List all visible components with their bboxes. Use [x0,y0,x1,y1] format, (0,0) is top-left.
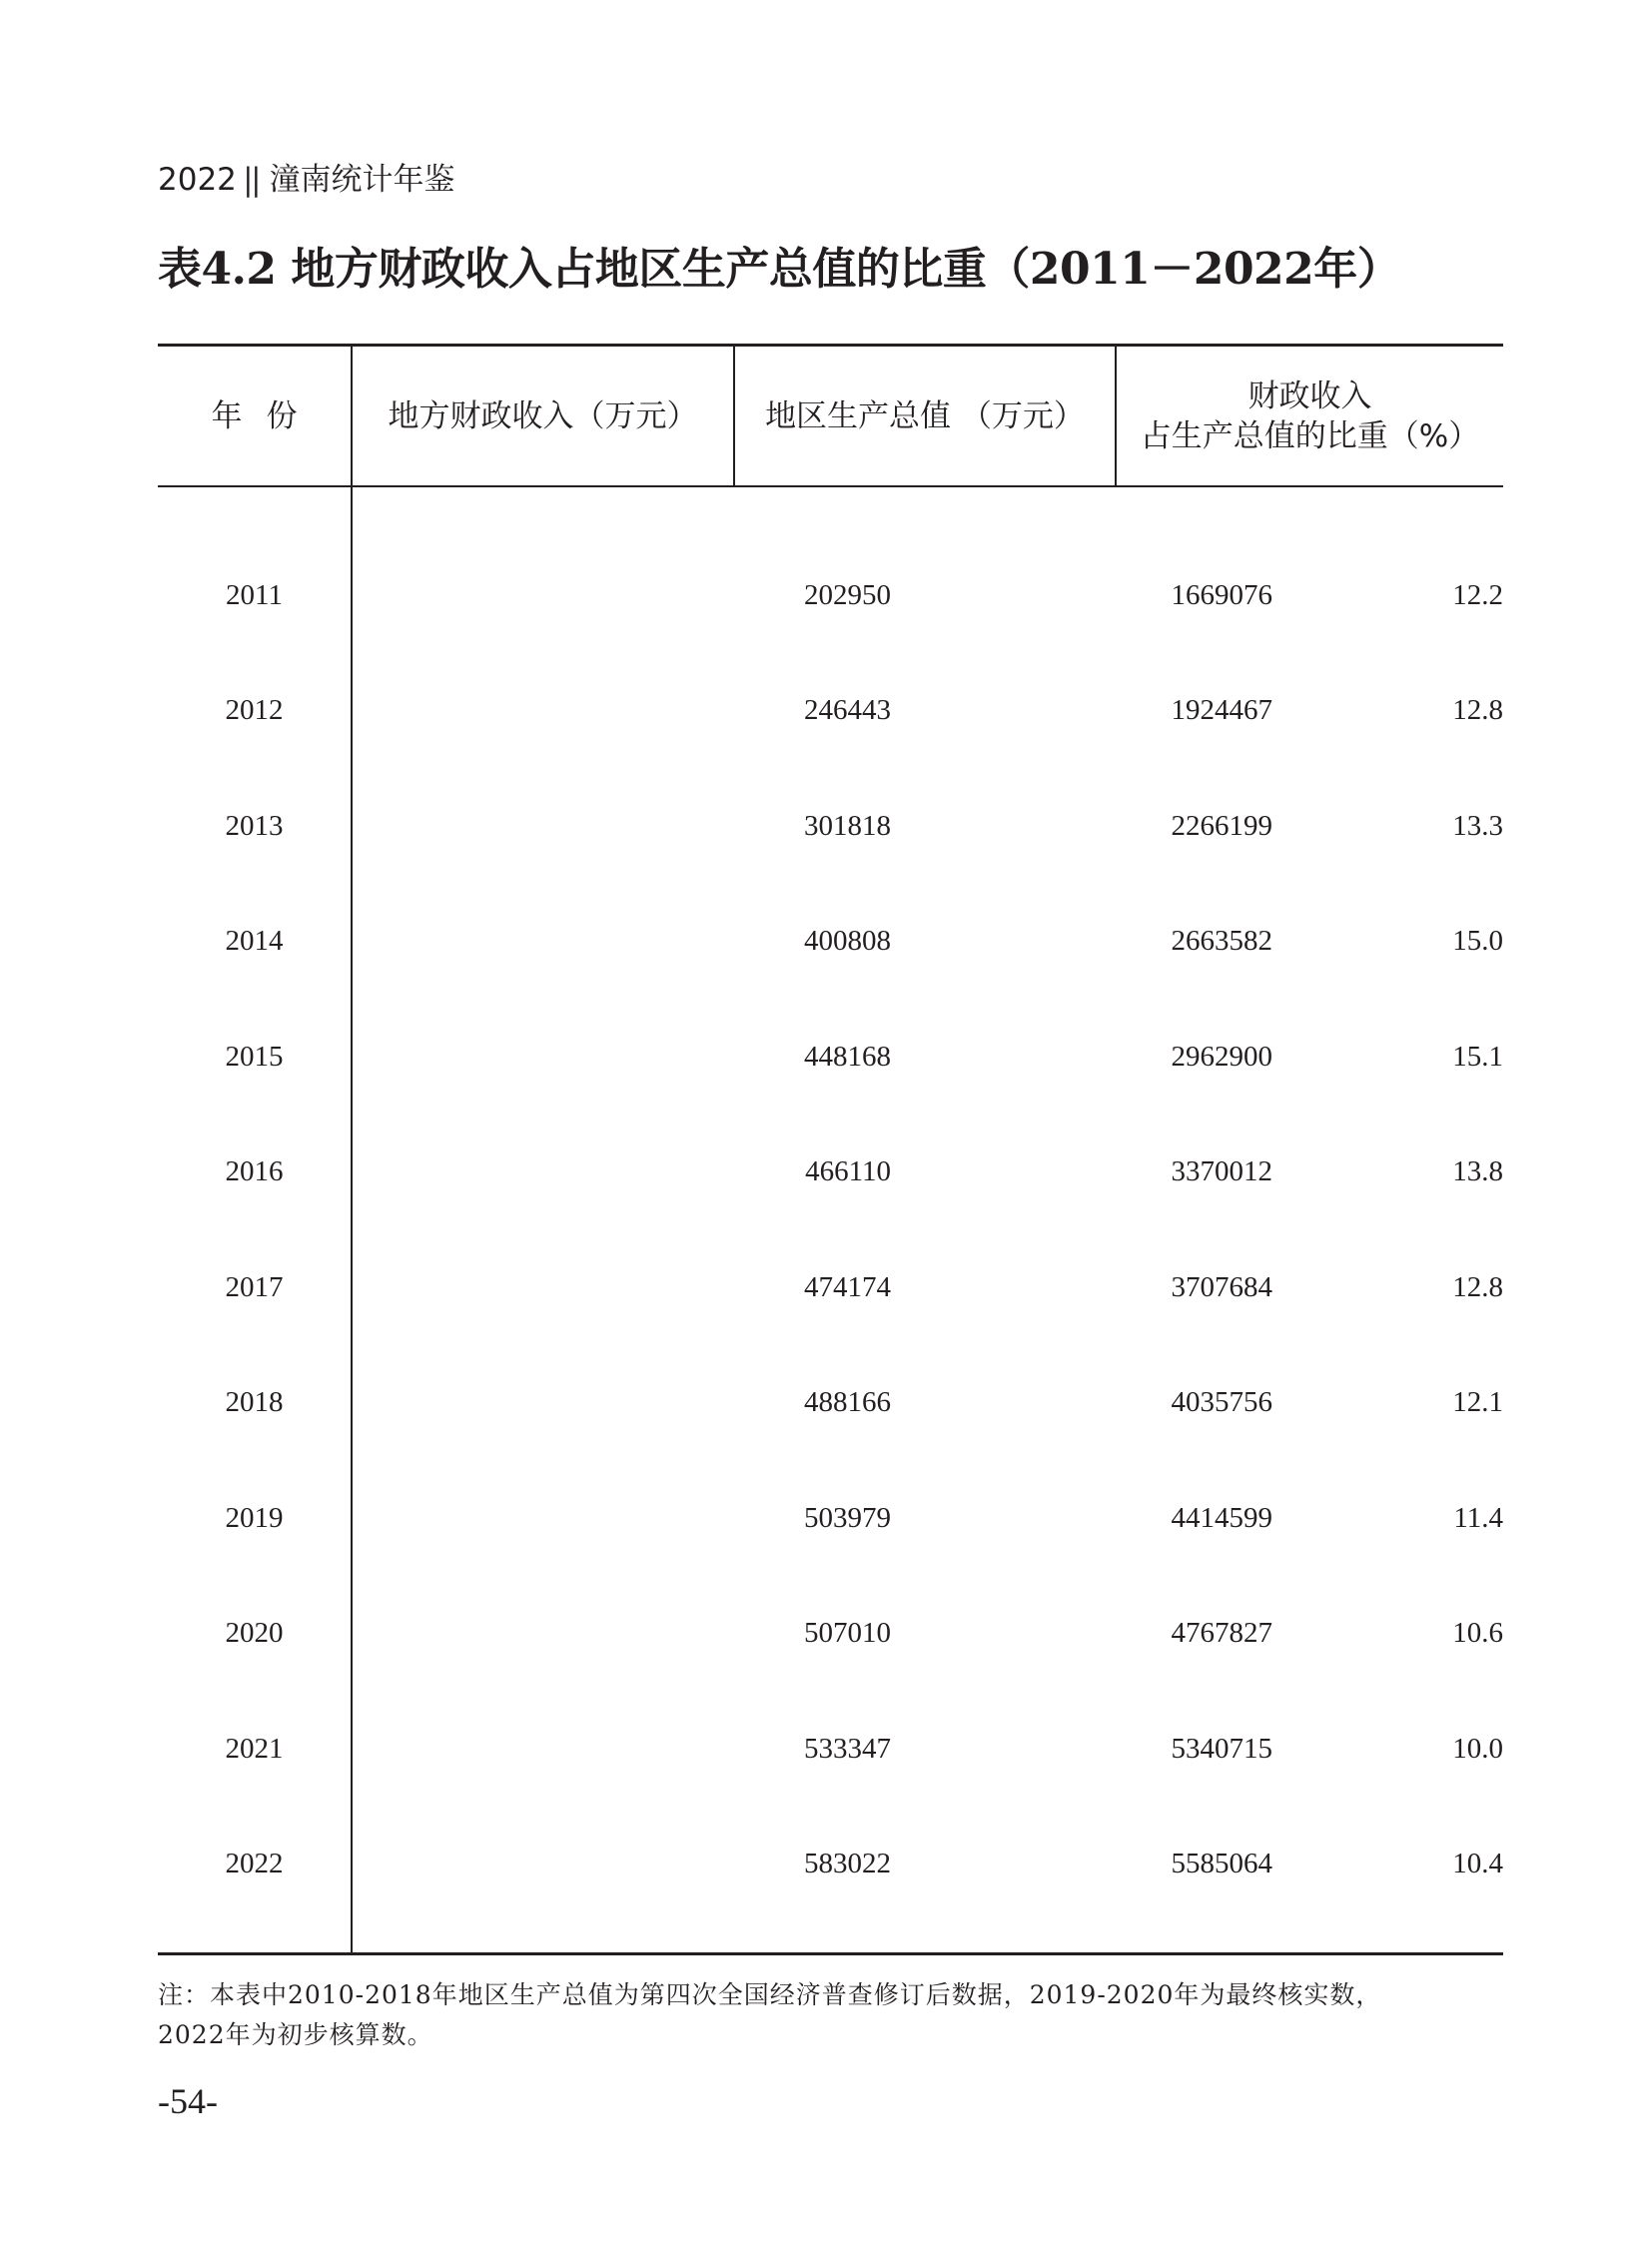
cell-fiscal-revenue: 246443 [804,694,891,726]
cell-ratio: 15.0 [1452,925,1503,957]
cell-gdp: 4414599 [1171,1502,1272,1534]
table-header-rule [158,485,1503,487]
cell-fiscal-revenue: 202950 [804,579,891,611]
cell-year: 2014 [225,925,284,957]
cell-year: 2020 [225,1617,284,1649]
table-row [158,1844,1503,1883]
cell-gdp: 1669076 [1171,579,1272,611]
table-row [158,690,1503,730]
running-head [158,160,455,200]
cell-year: 2011 [226,579,283,611]
cell-year: 2017 [225,1271,284,1303]
cell-year: 2016 [225,1155,284,1187]
footnote-line1: 注：本表中2010-2018年地区生产总值为第四次全国经济普查修订后数据，2019-2020年为最终核实数， [158,1980,1382,2009]
header-ratio-line1: 财政收入 [1247,377,1372,414]
table-bottom-rule [158,1952,1503,1955]
cell-year: 2015 [225,1041,284,1073]
cell-fiscal-revenue: 466110 [805,1155,891,1187]
cell-fiscal-revenue: 448168 [804,1041,891,1073]
table-row [158,921,1503,961]
cell-gdp: 5585064 [1171,1848,1272,1879]
cell-fiscal-revenue: 507010 [804,1617,891,1649]
cell-ratio: 10.6 [1452,1617,1503,1649]
header-fiscal-revenue: 地方财政收入（万元） [388,397,698,434]
header-ratio [1117,347,1503,485]
table-row [158,1382,1503,1422]
cell-year: 2012 [225,694,284,726]
cell-gdp: 3370012 [1171,1155,1272,1187]
running-head-separator: || [244,162,261,198]
cell-ratio: 11.4 [1453,1502,1503,1534]
cell-ratio: 12.8 [1452,694,1503,726]
header-year: 年份 [211,397,322,434]
table-row [158,1267,1503,1307]
cell-gdp: 4767827 [1171,1617,1272,1649]
cell-gdp: 1924467 [1171,694,1272,726]
page-number: -54- [158,2081,218,2121]
cell-fiscal-revenue: 503979 [804,1502,891,1534]
cell-year: 2019 [225,1502,284,1534]
table-row [158,575,1503,615]
table-row [158,1613,1503,1653]
cell-ratio: 10.4 [1452,1848,1503,1879]
cell-year: 2018 [225,1386,284,1418]
cell-year: 2022 [225,1848,284,1879]
cell-year: 2013 [225,810,284,842]
cell-fiscal-revenue: 533347 [804,1733,891,1765]
table-title: 表4.2 地方财政收入占地区生产总值的比重（2011－2022年） [158,244,1401,295]
cell-ratio: 10.0 [1452,1733,1503,1765]
footnote-line2: 2022年为初步核算数。 [158,2020,433,2049]
cell-fiscal-revenue: 301818 [804,810,891,842]
cell-ratio: 13.3 [1452,810,1503,842]
cell-year: 2021 [225,1733,284,1765]
table-row [158,1037,1503,1077]
cell-gdp: 5340715 [1171,1733,1272,1765]
table-row [158,1498,1503,1538]
table-row [158,806,1503,846]
cell-fiscal-revenue: 583022 [804,1848,891,1879]
cell-fiscal-revenue: 488166 [804,1386,891,1418]
cell-gdp: 2962900 [1171,1041,1272,1073]
cell-ratio: 13.8 [1452,1155,1503,1187]
running-head-year: 2022 [158,162,237,198]
cell-fiscal-revenue: 474174 [804,1271,891,1303]
table-row [158,1729,1503,1769]
cell-ratio: 15.1 [1452,1041,1503,1073]
cell-ratio: 12.8 [1452,1271,1503,1303]
cell-ratio: 12.2 [1452,579,1503,611]
table-row [158,1151,1503,1191]
table-footnote [158,1975,1516,2055]
header-gdp: 地区生产总值 （万元） [765,397,1085,434]
cell-ratio: 12.1 [1452,1386,1503,1418]
cell-gdp: 3707684 [1171,1271,1272,1303]
cell-gdp: 2266199 [1171,810,1272,842]
cell-gdp: 4035756 [1171,1386,1272,1418]
cell-fiscal-revenue: 400808 [804,925,891,957]
header-ratio-line2: 占生产总值的比重（%） [1140,417,1480,454]
cell-gdp: 2663582 [1171,925,1272,957]
running-head-book-title: 潼南统计年鉴 [269,162,455,198]
